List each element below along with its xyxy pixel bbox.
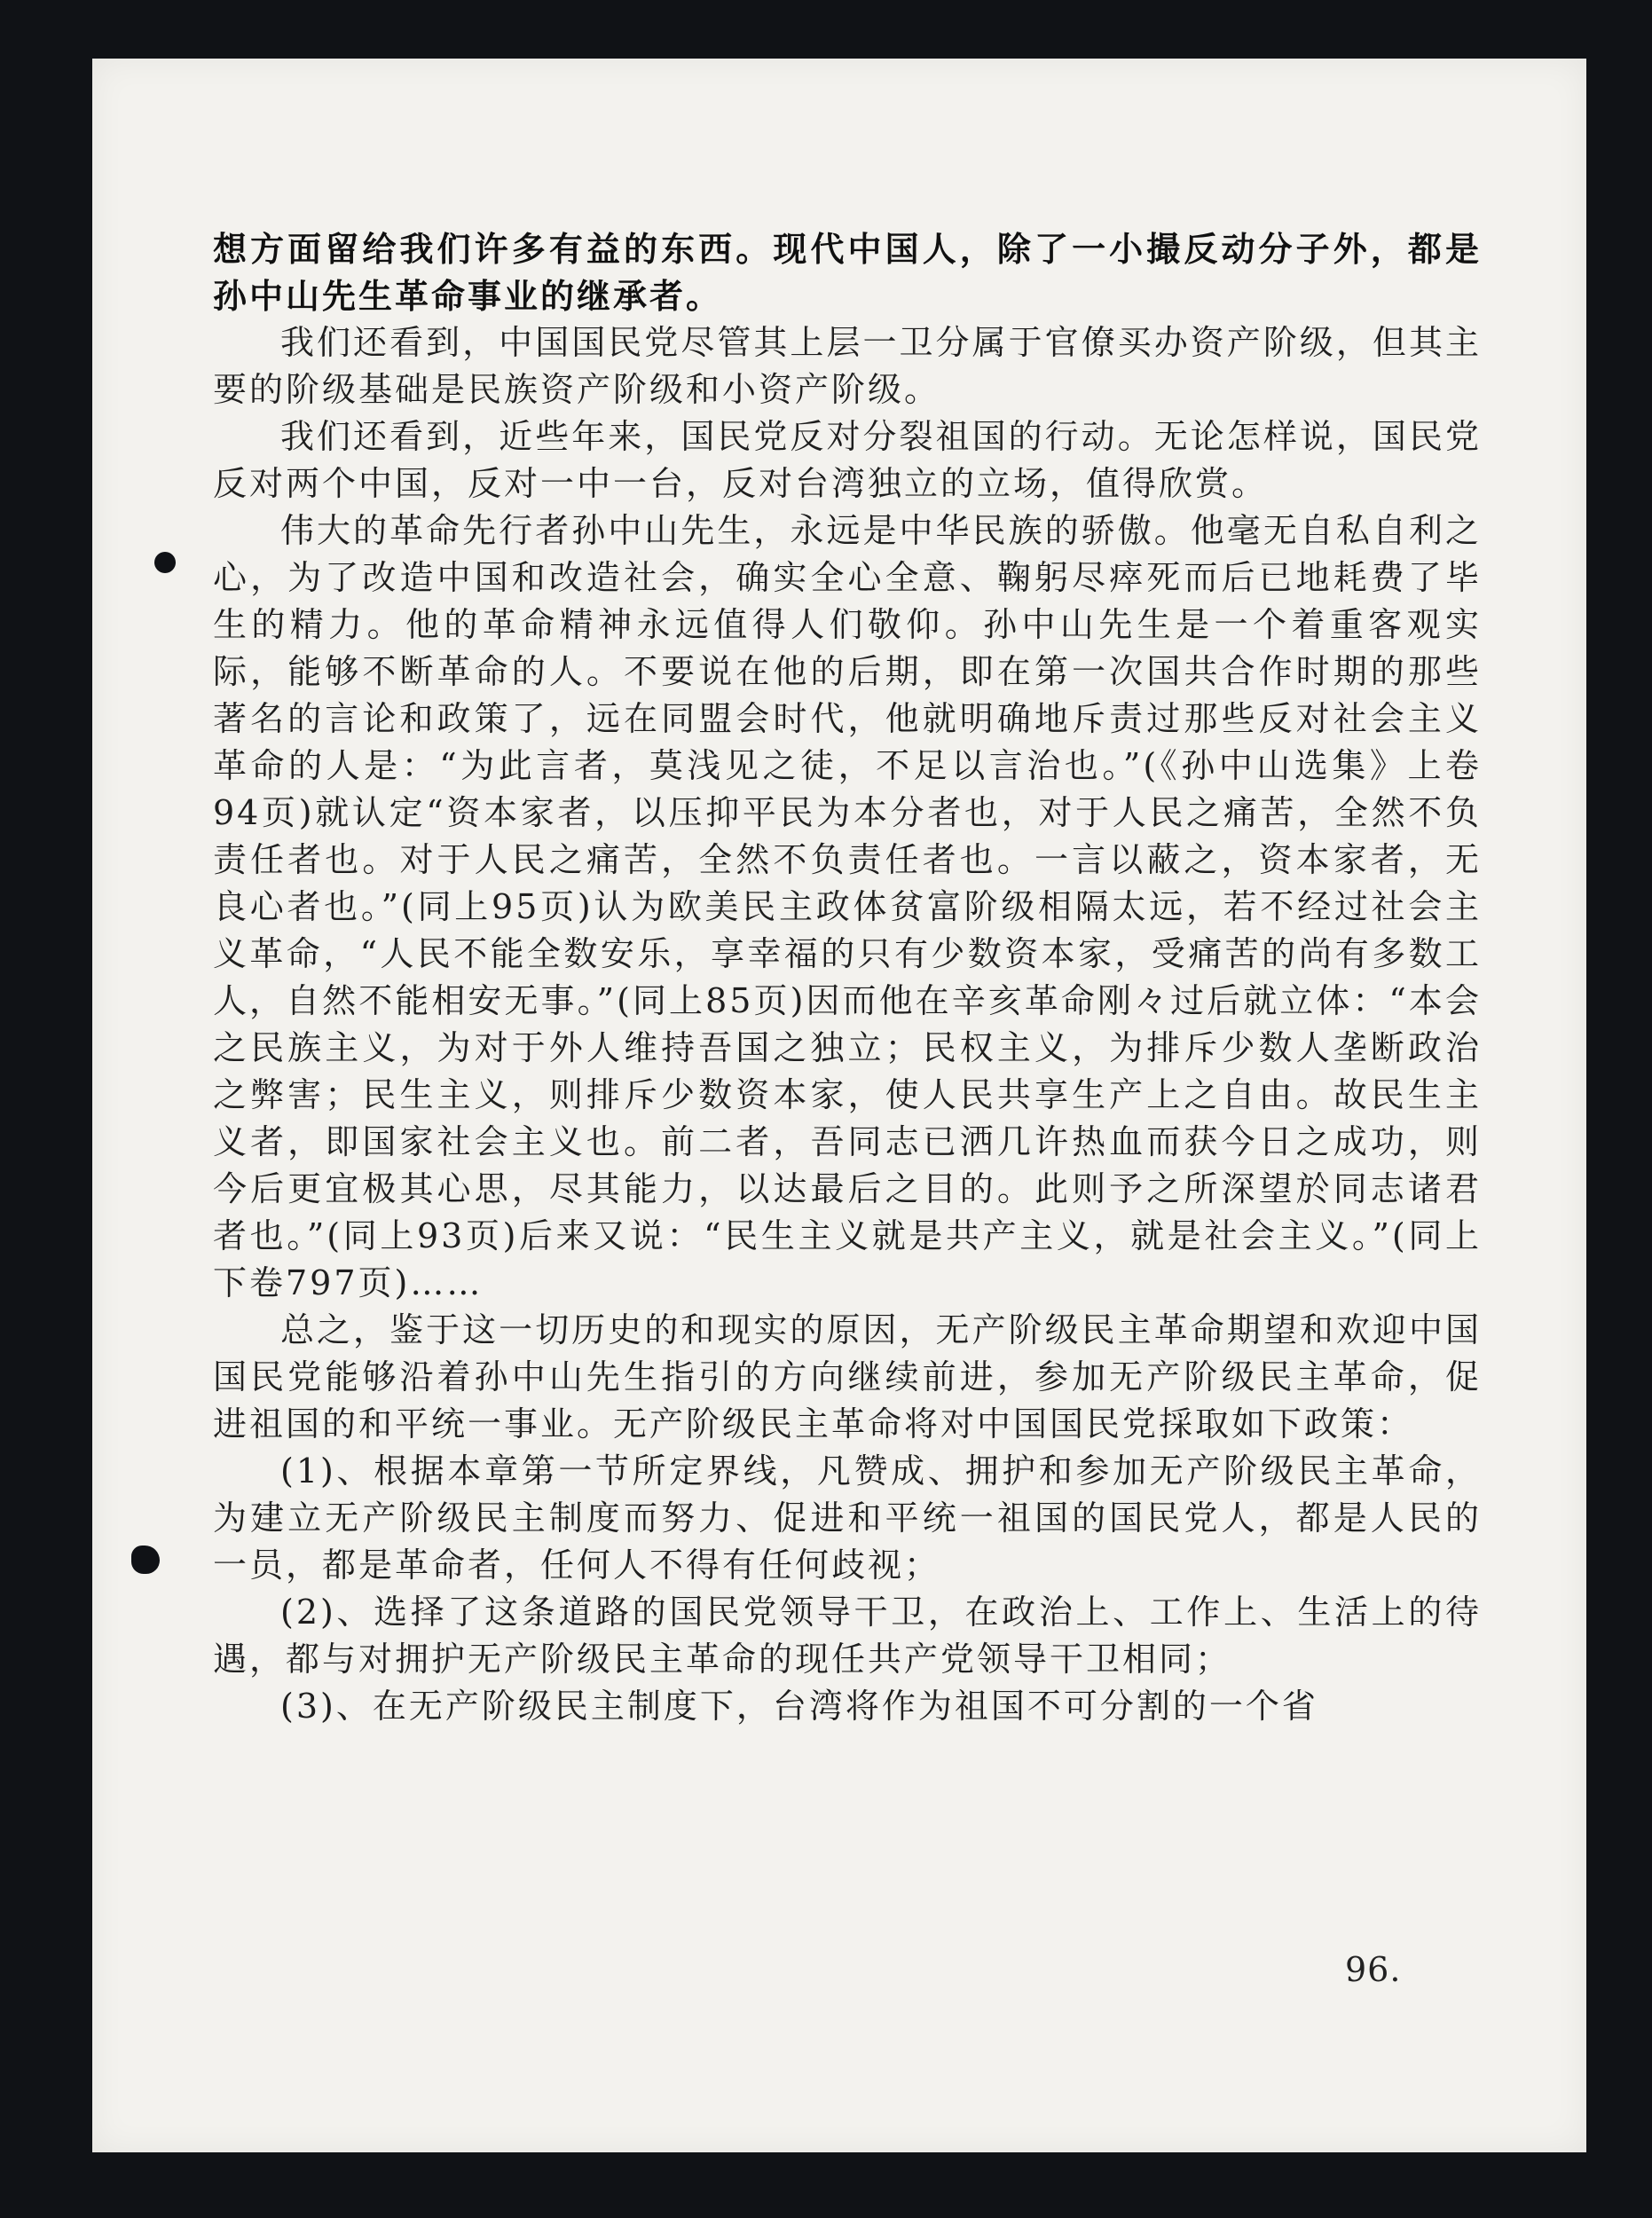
- punch-hole: [154, 552, 176, 573]
- paragraph: 伟大的革命先行者孙中山先生，永远是中华民族的骄傲。他毫无自私自利之心，为了改造中国和改造社会，确实全心全意、鞠躬尽瘁死而后已地耗费了毕生的精力。他的革命精神永远值得人们敬仰。孙中山先生是一个着重客观实际，能够不断革命的人。不要说在他的后期，即在第一次国共合作时期的那些著名的言论和政策了，远在同盟会时代，他就明确地斥责过那些反对社会主义革命的人是：“为此言者，莫浅见之徒，不足以言治也。”(《孙中山选集》上卷94页)就认定“资本家者，以压抑平民为本分者也，对于人民之痛苦，全然不负责任者也。对于人民之痛苦，全然不负责任者也。一言以蔽之，资本家者，无良心者也。”(同上95页)认为欧美民主政体贫富阶级相隔太远，若不经过社会主义革命，“人民不能全数安乐，享幸福的只有少数资本家，受痛苦的尚有多数工人，自然不能相安无事。”(同上85页)因而他在辛亥革命刚々过后就立体：“本会之民族主义，为对于外人维持吾国之独立；民权主义，为排斥少数人垄断政治之弊害；民生主义，则排斥少数资本家，使人民共享生产上之自由。故民生主义者，即国家社会主义也。前二者，吾同志已洒几许热血而获今日之成功，则今后更宜极其心思，尽其能力，以达最后之目的。此则予之所深望於同志诸君者也。”(同上93页)后来又说：“民生主义就是共产主义，就是社会主义。”(同上下卷797页)……: [213, 511, 1482, 1302]
- paragraph: 总之，鉴于这一切历史的和现实的原因，无产阶级民主革命期望和欢迎中国国民党能够沿着孙中山先生指引的方向继续前进，参加无产阶级民主革命，促进祖国的和平统一事业。无产阶级民主革命将对中国国民党採取如下政策：: [213, 1310, 1482, 1443]
- paragraph: (1)、根据本章第一节所定界线，凡赞成、拥护和参加无产阶级民主革命，为建立无产阶级民主制度而努力、促进和平统一祖国的国民党人，都是人民的一员，都是革命者，任何人不得有任何歧视；: [213, 1451, 1482, 1585]
- paragraph: (2)、选择了这条道路的国民党领导干卫，在政治上、工作上、生活上的待遇，都与对拥护无产阶级民主革命的现任共产党领导干卫相同；: [213, 1593, 1482, 1679]
- document-body: [213, 225, 1482, 1730]
- paragraph: 我们还看到，中国国民党尽管其上层一卫分属于官僚买办资产阶级，但其主要的阶级基础是民族资产阶级和小资产阶级。: [213, 323, 1482, 409]
- page-number: 96.: [1345, 1950, 1402, 1989]
- punch-hole: [131, 1546, 160, 1574]
- paragraph: (3)、在无产阶级民主制度下，台湾将作为祖国不可分割的一个省: [280, 1687, 1318, 1726]
- paragraph: 我们还看到，近些年来，国民党反对分裂祖国的行动。无论怎样说，国民党反对两个中国，反对一中一台，反对台湾独立的立场，值得欣赏。: [213, 417, 1482, 503]
- paragraph: 想方面留给我们许多有益的东西。现代中国人，除了一小撮反动分子外，都是孙中山先生革命事业的继承者。: [213, 229, 1482, 316]
